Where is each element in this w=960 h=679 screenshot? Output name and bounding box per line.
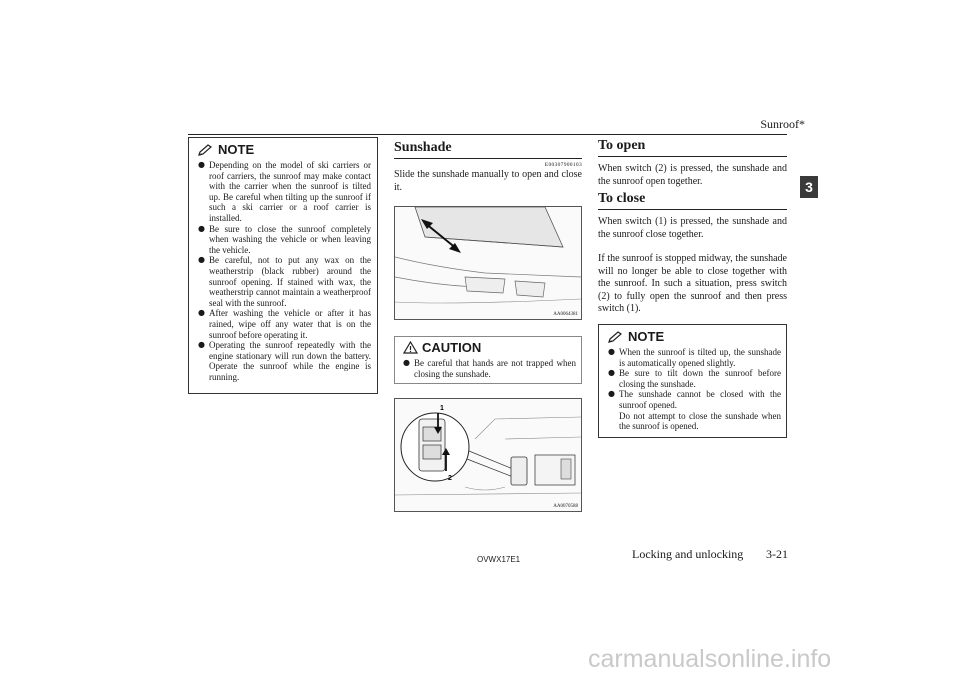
- left-note-item: ● Be sure to close the sunroof completely when washing the vehicle or when leaving the vehicle.: [198, 223, 371, 255]
- bullet-icon: ●: [198, 308, 205, 318]
- caution-box: [394, 336, 582, 384]
- sunshade-code: E00307900103: [544, 162, 582, 168]
- left-note-box: [188, 137, 378, 394]
- watermark: carmanualsonline.info: [588, 645, 832, 673]
- caution-item: ● Be careful that hands are not trapped when closing the sunshade.: [403, 358, 576, 379]
- bullet-icon: ●: [608, 389, 615, 399]
- sunshade-figure: [394, 206, 582, 320]
- sunshade-title: Sunshade: [394, 140, 582, 159]
- bullet-icon: ●: [198, 223, 205, 233]
- right-note-item: ● When the sunroof is tilted up, the sunshade is automatically opened slightly.: [608, 347, 781, 368]
- sunshade-text: Slide the sunshade manually to open and close it.: [394, 169, 582, 193]
- bullet-icon: ●: [608, 347, 615, 356]
- to-open-title: To open: [598, 138, 787, 157]
- warning-triangle-icon: [403, 341, 418, 354]
- bullet-icon: ●: [403, 358, 410, 367]
- left-note-item: ● Depending on the model of ski carriers or roof carriers, the sunroof may make contact with the carrier when the sunroof is tilted up. Be careful when tilting up the sunroof if such a ski carrier or a roof carrier is installed.: [198, 160, 371, 223]
- figure1-code: AA0064381: [553, 312, 578, 317]
- sunroof-interior-illustration: [395, 207, 581, 319]
- bullet-icon: ●: [608, 368, 615, 378]
- right-note-item: ● The sunshade cannot be closed with the sunroof opened. Do not attempt to close the sunshade when the sunroof is opened.: [608, 389, 781, 432]
- footer-chapter-title: Locking and unlocking: [632, 547, 744, 561]
- right-note-label: NOTE: [628, 329, 665, 344]
- bullet-icon: ●: [198, 160, 205, 169]
- switch-figure: [394, 398, 582, 512]
- left-note-label: NOTE: [218, 142, 255, 157]
- to-close-title: To close: [598, 191, 787, 210]
- bullet-icon: ●: [198, 255, 205, 265]
- chapter-tab: 3: [800, 176, 818, 198]
- left-note-item: ● Be careful, not to put any wax on the weatherstrip (black rubber) around the sunroof opening. If stained with wax, the weatherstrip cannot maintain a weatherproof seal with the sunroof.: [198, 255, 371, 308]
- caution-header: [403, 340, 576, 355]
- switch-label-1: 1: [440, 405, 444, 412]
- to-open-text: When switch (2) is pressed, the sunshade and the sunroof open together.: [598, 163, 787, 187]
- to-close-text-2: If the sunroof is stopped midway, the sunshade will no longer be able to close together with the sunroof. In such a situation, press switch (2) to fully open the sunroof and then press switch (1).: [598, 253, 787, 314]
- switch-label-2: 2: [448, 475, 452, 482]
- header-section-title: Sunroof*: [760, 117, 805, 131]
- footer-page-number: 3-21: [766, 547, 788, 561]
- right-note-box: [598, 324, 787, 438]
- footer-doc-code: OVWX17E1: [477, 555, 521, 564]
- right-note-item: ● Be sure to tilt down the sunroof before closing the sunshade.: [608, 368, 781, 389]
- note-pencil-icon: [198, 144, 214, 156]
- to-close-section: [598, 191, 787, 316]
- caution-label: CAUTION: [422, 340, 482, 355]
- sunshade-switch-illustration: [395, 399, 581, 511]
- figure2-code: AA0070588: [553, 504, 578, 509]
- left-note-item: ● Operating the sunroof repeatedly with the engine stationary will run down the battery. Operate the sunroof while the engine is running.: [198, 340, 371, 382]
- left-note-header: [198, 142, 371, 157]
- left-note-item: ● After washing the vehicle or after it has rained, wipe off any water that is on the sunroof before operating it.: [198, 308, 371, 340]
- header-rule: [188, 134, 787, 135]
- sunshade-section: [394, 140, 582, 194]
- bullet-icon: ●: [198, 340, 205, 350]
- to-close-text-1: When switch (1) is pressed, the sunshade and the sunroof close together.: [598, 216, 787, 240]
- to-open-section: [598, 138, 787, 188]
- right-note-header: [608, 329, 781, 344]
- note-pencil-icon: [608, 331, 624, 343]
